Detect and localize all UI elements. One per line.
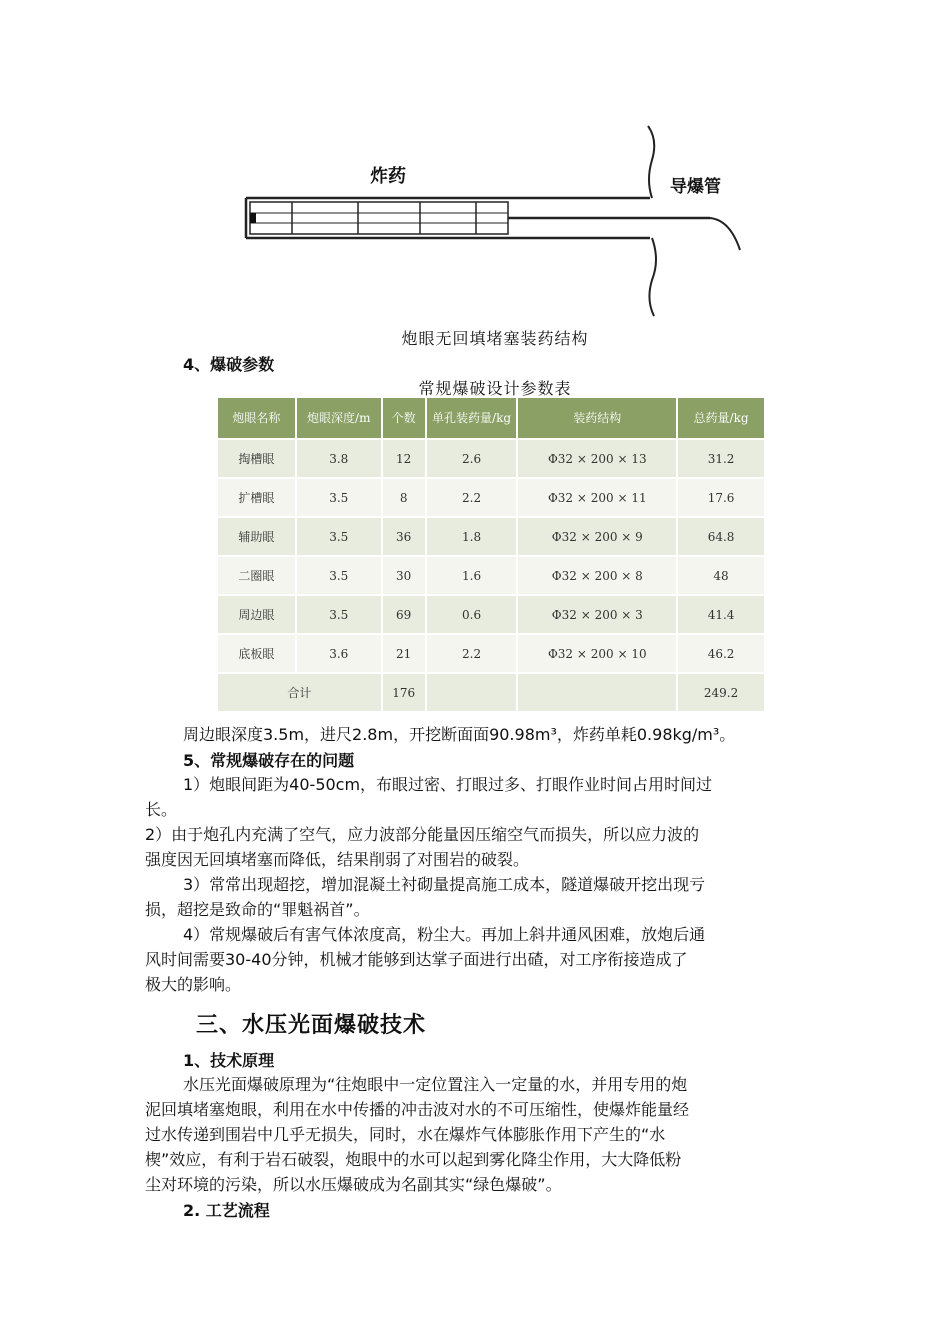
total-cell: 64.8 — [677, 517, 765, 556]
explosive-label: 炸药 — [370, 166, 406, 187]
structure-cell: Φ32 × 200 × 8 — [517, 556, 677, 595]
column-header: 总药量/kg — [677, 398, 765, 439]
principle-line-4: 楔”效应，有利于岩石破裂，炮眼中的水可以起到雾化降尘作用，大大降低粉 — [145, 1150, 682, 1169]
count-cell: 21 — [382, 634, 426, 673]
charge-cell: 1.8 — [426, 517, 518, 556]
hole-name-cell: 辅助眼 — [218, 517, 296, 556]
column-header: 炮眼名称 — [218, 398, 296, 439]
count-cell: 30 — [382, 556, 426, 595]
table-title: 常规爆破设计参数表 — [418, 379, 572, 398]
subheading-process-flow: 2. 工艺流程 — [183, 1201, 270, 1220]
problem-1-line-2: 长。 — [145, 800, 178, 819]
blasting-summary: 周边眼深度3.5m，进尺2.8m，开挖断面面90.98m³，炸药单耗0.98kg/m³。 — [183, 725, 736, 744]
structure-cell: Φ32 × 200 × 10 — [517, 634, 677, 673]
hole-name-cell: 扩槽眼 — [218, 478, 296, 517]
hole-name-cell: 二圈眼 — [218, 556, 296, 595]
depth-cell: 3.5 — [296, 595, 382, 634]
problem-3-line-2: 损，超挖是致命的“罪魁祸首”。 — [145, 900, 370, 919]
hole-name-cell: 底板眼 — [218, 634, 296, 673]
hole-name-cell: 掏槽眼 — [218, 439, 296, 478]
problem-4-line-3: 极大的影响。 — [145, 975, 242, 994]
count-cell: 36 — [382, 517, 426, 556]
table-row — [218, 478, 765, 517]
table-row — [218, 439, 765, 478]
diagram-caption: 炮眼无回填堵塞装药结构 — [401, 329, 589, 348]
grand-total-cell: 249.2 — [677, 673, 765, 712]
problem-4-line-2: 风时间需要30-40分钟，机械才能够到达掌子面进行出碴，对工序衔接造成了 — [145, 950, 688, 969]
column-header: 炮眼深度/m — [296, 398, 382, 439]
structure-cell: Φ32 × 200 × 11 — [517, 478, 677, 517]
empty-cell — [426, 673, 518, 712]
principle-line-3: 过水传递到围岩中几乎无损失，同时，水在爆炸气体膨胀作用下产生的“水 — [145, 1125, 666, 1144]
depth-cell: 3.8 — [296, 439, 382, 478]
total-cell: 48 — [677, 556, 765, 595]
count-cell: 12 — [382, 439, 426, 478]
hole-name-cell: 周边眼 — [218, 595, 296, 634]
structure-cell: Φ32 × 200 × 9 — [517, 517, 677, 556]
total-cell: 46.2 — [677, 634, 765, 673]
total-cell: 17.6 — [677, 478, 765, 517]
charge-structure-diagram — [240, 120, 760, 320]
problem-4-line-1: 4）常规爆破后有害气体浓度高，粉尘大。再加上斜井通风困难，放炮后通 — [183, 925, 706, 944]
table-row — [218, 556, 765, 595]
structure-cell: Φ32 × 200 × 3 — [517, 595, 677, 634]
count-cell: 69 — [382, 595, 426, 634]
depth-cell: 3.5 — [296, 517, 382, 556]
table-row — [218, 595, 765, 634]
problem-3-line-1: 3）常常出现超挖，增加混凝土衬砌量提高施工成本，隧道爆破开挖出现亏 — [183, 875, 706, 894]
depth-cell: 3.5 — [296, 478, 382, 517]
principle-line-1: 水压光面爆破原理为“往炮眼中一定位置注入一定量的水，并用专用的炮 — [183, 1075, 688, 1094]
column-header: 个数 — [382, 398, 426, 439]
count-cell: 8 — [382, 478, 426, 517]
charge-cell: 0.6 — [426, 595, 518, 634]
detonator-tube-label: 导爆管 — [670, 177, 721, 197]
section-heading-blasting-params: 4、爆破参数 — [183, 355, 275, 374]
charge-cell: 2.6 — [426, 439, 518, 478]
empty-cell — [517, 673, 677, 712]
problem-2-line-1: 2）由于炮孔内充满了空气，应力波部分能量因压缩空气而损失，所以应力波的 — [145, 825, 700, 844]
principle-line-2: 泥回填堵塞炮眼，利用在水中传播的冲击波对水的不可压缩性，使爆炸能量经 — [145, 1100, 690, 1119]
table-header-row — [218, 398, 765, 439]
principle-line-5: 尘对环境的污染，所以水压爆破成为名副其实“绿色爆破”。 — [145, 1175, 562, 1194]
table-row — [218, 634, 765, 673]
depth-cell: 3.6 — [296, 634, 382, 673]
blasting-parameter-table — [218, 398, 766, 713]
table-row — [218, 517, 765, 556]
structure-cell: Φ32 × 200 × 13 — [517, 439, 677, 478]
subheading-principle: 1、技术原理 — [183, 1051, 275, 1070]
total-cell: 31.2 — [677, 439, 765, 478]
charge-cell: 1.6 — [426, 556, 518, 595]
total-label-cell: 合计 — [218, 673, 382, 712]
chapter-heading-water-pressure-blasting: 三、水压光面爆破技术 — [196, 1012, 427, 1038]
column-header: 装药结构 — [517, 398, 677, 439]
problem-2-line-2: 强度因无回填堵塞而降低，结果削弱了对围岩的破裂。 — [145, 850, 530, 869]
detonator-cap — [250, 213, 256, 223]
total-count-cell: 176 — [382, 673, 426, 712]
problem-1-line-1: 1）炮眼间距为40-50cm，布眼过密、打眼过多、打眼作业时间占用时间过 — [183, 775, 713, 794]
charge-cell: 2.2 — [426, 478, 518, 517]
depth-cell: 3.5 — [296, 556, 382, 595]
table-total-row — [218, 673, 765, 712]
total-cell: 41.4 — [677, 595, 765, 634]
column-header: 单孔装药量/kg — [426, 398, 518, 439]
charge-cell: 2.2 — [426, 634, 518, 673]
section-heading-problems: 5、常规爆破存在的问题 — [183, 751, 355, 770]
